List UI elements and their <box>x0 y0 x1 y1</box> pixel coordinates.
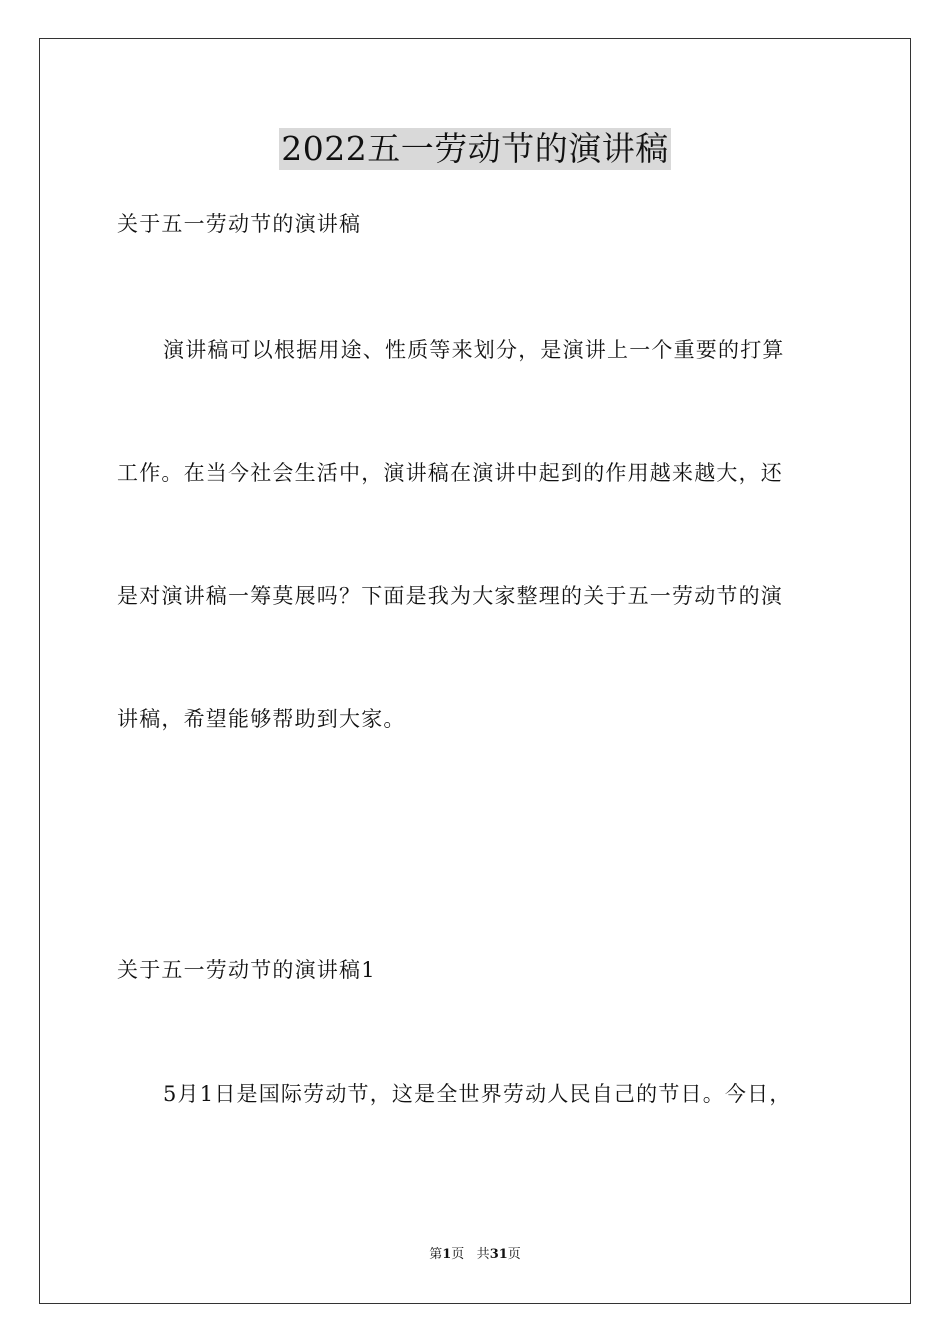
document-subtitle: 关于五一劳动节的演讲稿 <box>117 212 362 236</box>
document-title: 2022五一劳动节的演讲稿 <box>281 129 669 168</box>
page-current: 1 <box>442 1247 452 1262</box>
page-footer <box>0 1246 950 1264</box>
total-suffix: 页 <box>507 1247 521 1262</box>
total-prefix: 共 <box>476 1247 490 1262</box>
page-total: 31 <box>489 1247 508 1262</box>
section-heading: 关于五一劳动节的演讲稿1 <box>117 958 376 982</box>
paragraph-line: 演讲稿可以根据用途、性质等来划分，是演讲上一个重要的打算 <box>163 338 785 362</box>
paragraph-line: 5月1日是国际劳动节，这是全世界劳动人民自己的节日。今日， <box>163 1082 792 1106</box>
page-suffix: 页 <box>451 1247 465 1262</box>
paragraph-line: 讲稿，希望能够帮助到大家。 <box>117 707 406 731</box>
paragraph-line: 是对演讲稿一筹莫展吗？下面是我为大家整理的关于五一劳动节的演 <box>117 584 783 608</box>
title-wrapper <box>0 128 950 170</box>
page-prefix: 第 <box>429 1247 443 1262</box>
paragraph-line: 工作。在当今社会生活中，演讲稿在演讲中起到的作用越来越大，还 <box>117 461 783 485</box>
